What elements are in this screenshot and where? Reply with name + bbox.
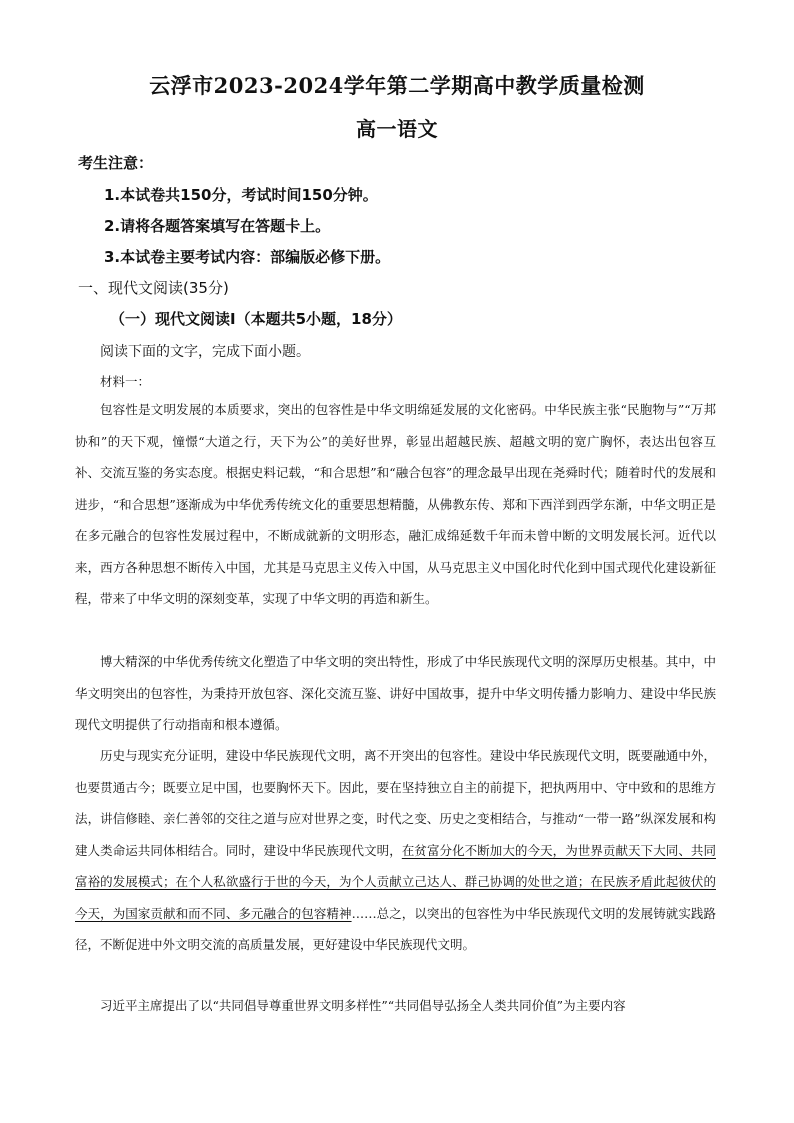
passage-text: ……总之，以突出的包容性为中华民族现代文明的发展铸就实践路径，不断促进中外文明交流的高质量发展，更好建设中华民族现代文明。 (75, 905, 716, 952)
material-label: 材料一： (100, 374, 151, 389)
passage-paragraph (75, 740, 716, 961)
notice-heading: 考生注意： (78, 154, 154, 172)
reading-instruction: 阅读下面的文字，完成下面小题。 (100, 344, 310, 360)
underlined-passage-text: 在贫富分化不断加大的今天，为世界贡献天下大同、共同富裕的发展模式；在个人私欲盛行于世的今天，为个人贡献立己达人、群己协调的处世之道；在民族矛盾此起彼伏的今天，为国家贡献和而不同、多元融合的包容精神 (75, 842, 716, 921)
notice-item: 1.本试卷共150分，考试时间150分钟。 (104, 186, 378, 204)
passage-paragraph: 博大精深的中华优秀传统文化塑造了中华文明的突出特性，形成了中华民族现代文明的深厚历史根基。其中，中华文明突出的包容性，为秉持开放包容、深化交流互鉴、讲好中国故事，提升中华文明传播力影响力、建设中华民族现代文明提供了行动指南和根本遵循。 (75, 654, 716, 732)
section-heading: 一、现代文阅读(35分) (78, 279, 229, 297)
passage-paragraph: 习近平主席提出了以“共同倡导尊重世界文明多样性”“共同倡导弘扬全人类共同价值”为主要内容 (100, 998, 626, 1013)
subject-title: 高一语文 (356, 117, 438, 141)
subsection-heading: （一）现代文阅读Ⅰ（本题共5小题，18分） (110, 310, 402, 328)
passage-paragraph: 包容性是文明发展的本质要求，突出的包容性是中华文明绵延发展的文化密码。中华民族主张“民胞物与”“万邦协和”的天下观，憧憬“大道之行，天下为公”的美好世界，彰显出超越民族、超越文明的宽广胸怀，表达出包容互补、交流互鉴的务实态度。根据史料记载，“和合思想”和“融合包容”的理念最早出现在尧舜时代；随着时代的发展和进步，“和合思想”逐渐成为中华优秀传统文化的重要思想精髓，从佛教东传、郑和下西洋到西学东渐，中华文明正是在多元融合的包容性发展过程中，不断成就新的文明形态，融汇成绵延数千年而未曾中断的文明发展长河。近代以来，西方各种思想不断传入中国，尤其是马克思主义传入中国，从马克思主义中国化时代化到中国式现代化建设新征程，带来了中华文明的深刻变革，实现了中华文明的再造和新生。 (75, 402, 716, 606)
exam-title: 云浮市2023-2024学年第二学期高中教学质量检测 (149, 73, 645, 98)
notice-item: 2.请将各题答案填写在答题卡上。 (104, 217, 331, 235)
notice-item: 3.本试卷主要考试内容：部编版必修下册。 (104, 248, 391, 266)
passage-text: 历史与现实充分证明，建设中华民族现代文明，离不开突出的包容性。建设中华民族现代文明，既要融通中外，也要贯通古今；既要立足中国，也要胸怀天下。因此，要在坚持独立自主的前提下，把执两用中、守中致和的思维方法，讲信修睦、亲仁善邻的交往之道与应对世界之变，时代之变、历史之变相结合，与推动“一带一路”纵深发展和构建人类命运共同体相结合。同时，建设中华民族现代文明， (75, 748, 716, 858)
